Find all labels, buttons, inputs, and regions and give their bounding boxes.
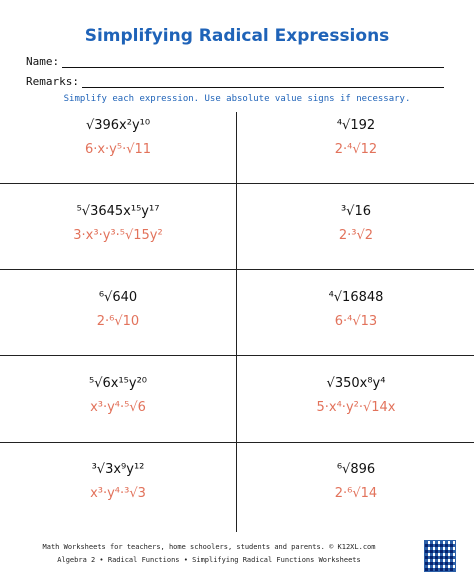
remarks-label: Remarks: (26, 75, 79, 88)
problem-question: ³√3x⁹y¹² (91, 462, 145, 477)
footer-breadcrumb: Algebra 2 • Radical Functions • Simplifying Radical Functions Worksheets (57, 556, 361, 564)
problem-cell-3 (0, 198, 236, 282)
problem-question: ⁴√192 (336, 118, 376, 133)
problem-question: ⁴√16848 (328, 290, 384, 305)
problem-answer: 2·³√2 (338, 228, 374, 243)
problem-answer: x³·y⁴·⁵√6 (90, 400, 146, 415)
problem-cell-10 (238, 456, 474, 540)
problem-answer: 6·x·y⁵·√11 (84, 142, 152, 157)
name-field[interactable] (26, 50, 444, 68)
remarks-field[interactable] (26, 70, 444, 88)
problem-question: ⁶√640 (98, 290, 138, 305)
problem-answer: 3·x³·y³·⁵√15y² (73, 228, 163, 243)
problem-grid (0, 112, 474, 532)
problem-cell-8 (238, 370, 474, 454)
problem-cell-2 (238, 112, 474, 196)
worksheet-title: Simplifying Radical Expressions (84, 26, 390, 46)
problem-question: √350x⁸y⁴ (326, 376, 386, 391)
problem-question: ⁵√3645x¹⁵y¹⁷ (76, 204, 160, 219)
problem-cell-9 (0, 456, 236, 540)
problem-cell-1 (0, 112, 236, 196)
problem-question: ⁵√6x¹⁵y²⁰ (89, 376, 147, 391)
problem-question: √396x²y¹⁰ (85, 118, 151, 133)
problem-answer: 2·⁶√14 (334, 486, 378, 501)
problem-answer: 2·⁴√12 (334, 142, 378, 157)
problem-cell-4 (238, 198, 474, 282)
problem-question: ³√16 (340, 204, 372, 219)
problem-cell-7 (0, 370, 236, 454)
instructions: Simplify each expression. Use absolute value signs if necessary. (63, 94, 411, 104)
problem-answer: 5·x⁴·y²·√14x (316, 400, 396, 415)
column-divider (236, 112, 237, 532)
problem-answer: 6·⁴√13 (334, 314, 378, 329)
problem-answer: x³·y⁴·³√3 (90, 486, 146, 501)
problem-question: ⁶√896 (336, 462, 376, 477)
name-line[interactable] (62, 55, 444, 68)
qr-code-icon[interactable] (424, 540, 456, 572)
problem-cell-6 (238, 284, 474, 368)
problem-cell-5 (0, 284, 236, 368)
remarks-line[interactable] (82, 75, 444, 88)
name-label: Name: (26, 55, 60, 68)
footer-credit: Math Worksheets for teachers, home schoolers, students and parents. © K12XL.com (42, 543, 376, 551)
problem-answer: 2·⁶√10 (96, 314, 140, 329)
